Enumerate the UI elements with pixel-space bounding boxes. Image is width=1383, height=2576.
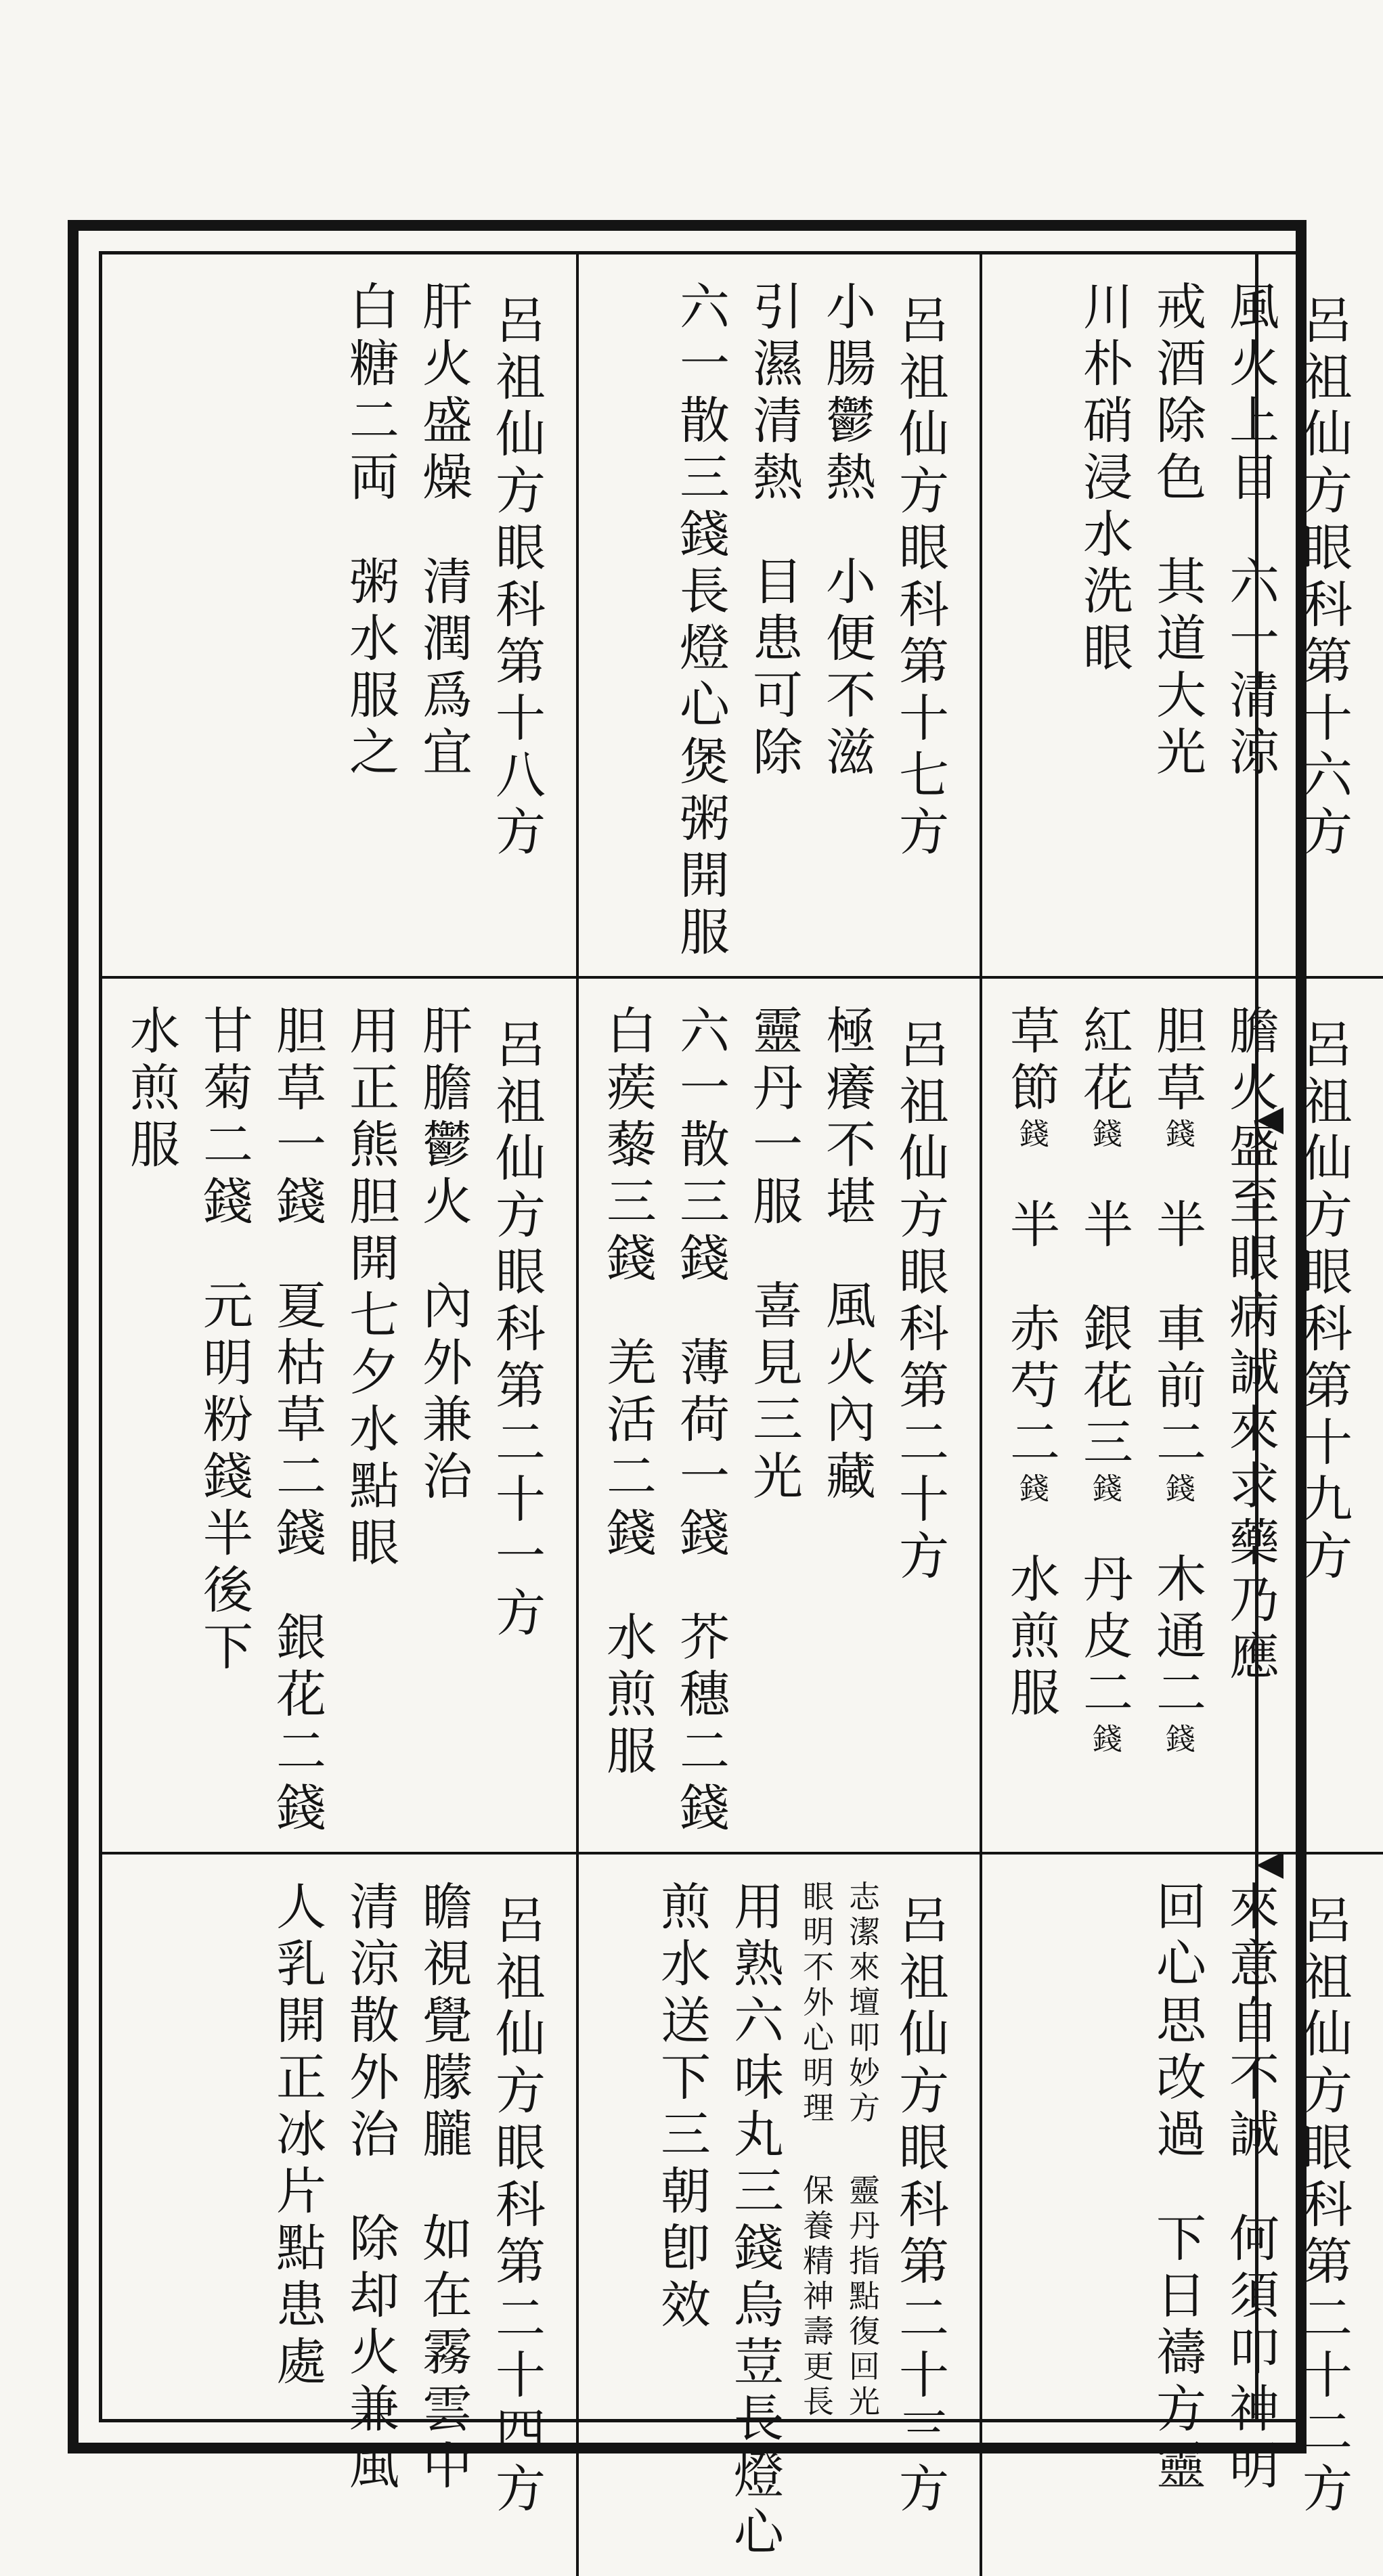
text-column <box>646 1880 714 2335</box>
text-segment: 膽火盛至眼病誠來求藥乃應 <box>1221 1004 1279 1687</box>
text-column <box>665 1004 733 1838</box>
text-segment: 喜見三光 <box>745 1279 803 1507</box>
page-frame <box>68 220 1353 2562</box>
text-segment: 元明粉錢半後下 <box>195 1279 253 1677</box>
text-segment: 夏枯草二錢 <box>268 1279 326 1563</box>
text-segment: 如在霧雲中 <box>414 2212 473 2496</box>
text-segment: 薄荷一錢 <box>672 1336 730 1563</box>
prescription-grid <box>102 254 1353 2562</box>
unit-annotation: 錢 <box>1160 1118 1195 1151</box>
text-segment: 白蒺藜三錢 <box>598 1004 657 1289</box>
unit-annotation: 錢 <box>1160 1473 1195 1505</box>
text-column <box>1069 1004 1137 1756</box>
text-segment: 風火內藏 <box>818 1279 876 1507</box>
inner-frame <box>99 251 1353 2562</box>
text-column <box>793 1880 833 2420</box>
text-segment: 回心思改過 <box>1148 1880 1206 2164</box>
text-segment: 戒酒除色 <box>1148 280 1206 508</box>
prescription-title: 呂祖仙方眼科第十六方 <box>1294 294 1353 862</box>
prescription-cell <box>579 1855 982 2576</box>
text-column <box>996 1004 1063 1723</box>
text-segment: 水煎服 <box>122 1004 180 1175</box>
prescription-cell <box>579 979 982 1855</box>
text-segment: 下日禱方靈 <box>1148 2212 1206 2496</box>
unit-annotation: 錢 <box>1014 1473 1049 1505</box>
prescription-cell <box>102 979 579 1855</box>
unit-annotation: 錢 <box>1160 1723 1195 1756</box>
text-segment: 人乳開正冰片點患處 <box>268 1880 326 2392</box>
text-segment: 白糖二両 <box>341 280 399 508</box>
text-segment: 小腸鬱熱 <box>818 280 876 508</box>
prescription-title: 呂祖仙方眼科第十八方 <box>487 294 546 862</box>
prescription-cell <box>102 1855 579 2576</box>
unit-annotation: 錢 <box>1087 1118 1122 1151</box>
text-column <box>1142 1004 1210 1756</box>
text-segment: 銀花三 <box>1075 1302 1133 1473</box>
text-segment: 靈丹指點復回光 <box>844 2174 881 2420</box>
text-column <box>262 1880 330 2392</box>
text-column <box>262 1004 330 1838</box>
unit-annotation: 錢 <box>1014 1118 1049 1151</box>
text-segment: 除却火兼風 <box>341 2212 399 2496</box>
text-segment: 肝膽鬱火 <box>414 1004 473 1232</box>
text-column <box>812 1004 879 1507</box>
text-segment: 車前二 <box>1148 1302 1206 1473</box>
text-segment: 甘菊二錢 <box>195 1004 253 1232</box>
text-segment: 半 <box>1075 1198 1133 1255</box>
text-column <box>1069 280 1137 678</box>
text-column <box>116 1004 183 1175</box>
text-segment: 水煎服 <box>598 1611 657 1781</box>
text-column <box>839 1880 879 2420</box>
text-segment: 川朴硝浸水洗眼 <box>1075 280 1133 678</box>
prescription-cell <box>102 254 579 979</box>
text-segment: 粥水服之 <box>341 555 399 782</box>
text-segment: 保養精神壽更長 <box>798 2174 835 2420</box>
text-segment: 紅花 <box>1075 1004 1133 1118</box>
text-segment: 水煎服 <box>1002 1553 1060 1723</box>
text-segment: 六一清涼 <box>1221 555 1279 782</box>
text-segment: 何須叩神明 <box>1221 2212 1279 2496</box>
text-segment: 內外兼治 <box>414 1279 473 1507</box>
text-column <box>592 1004 660 1781</box>
text-segment: 煎水送下三朝卽效 <box>653 1880 711 2335</box>
text-segment: 靈丹一服 <box>745 1004 803 1232</box>
text-column <box>812 280 879 782</box>
text-segment: 銀花二錢 <box>268 1611 326 1838</box>
prescription-cell <box>982 1855 1383 2576</box>
text-segment: 清潤爲宜 <box>414 555 473 782</box>
text-segment: 清涼散外治 <box>341 1880 399 2164</box>
text-segment: 六一散三錢 <box>672 1004 730 1289</box>
text-segment: 芥穗二錢 <box>672 1611 730 1838</box>
prescription-title: 呂祖仙方眼科第十九方 <box>1294 1018 1353 1586</box>
text-segment: 志潔來壇叩妙方 <box>844 1880 881 2127</box>
text-segment: 極癢不堪 <box>818 1004 876 1232</box>
prescription-cell <box>982 979 1383 1855</box>
text-segment: 引濕清熱 <box>745 280 803 508</box>
prescription-title: 呂祖仙方眼科第二十一方 <box>487 1018 546 1643</box>
text-segment: 來意自不誠 <box>1221 1880 1279 2164</box>
text-segment: 風火上目 <box>1221 280 1279 508</box>
text-column <box>1142 1880 1210 2496</box>
text-column <box>739 280 806 782</box>
unit-annotation: 錢 <box>1087 1473 1122 1505</box>
text-column <box>335 280 403 782</box>
prescription-title: 呂祖仙方眼科第十七方 <box>891 294 949 862</box>
text-segment: 赤芍二 <box>1002 1302 1060 1473</box>
unit-annotation: 錢 <box>1087 1723 1122 1756</box>
text-segment: 半 <box>1148 1198 1206 1255</box>
prescription-title: 呂祖仙方眼科第二十方 <box>891 1018 949 1586</box>
text-segment: 丹皮二 <box>1075 1553 1133 1723</box>
text-column <box>665 280 733 962</box>
text-column <box>1215 280 1283 782</box>
text-column <box>408 280 476 782</box>
text-segment: 半 <box>1002 1198 1060 1255</box>
text-segment: 胆草 <box>1148 1004 1206 1118</box>
text-segment: 胆草一錢 <box>268 1004 326 1232</box>
text-column <box>1142 280 1210 782</box>
text-column <box>189 1004 257 1677</box>
text-segment: 眼明不外心明理 <box>798 1880 835 2127</box>
text-segment: 瞻視覺朦朧 <box>414 1880 473 2164</box>
prescription-cell <box>982 254 1383 979</box>
text-segment: 六一散三錢長燈心煲粥開服 <box>672 280 730 962</box>
text-column <box>1215 1004 1283 1687</box>
text-segment: 肝火盛燥 <box>414 280 473 508</box>
text-segment: 其道大光 <box>1148 555 1206 782</box>
text-column <box>739 1004 806 1507</box>
text-column <box>408 1004 476 1507</box>
text-segment: 用熟六味丸三錢烏荳長燈心 <box>726 1880 784 2562</box>
prescription-cell <box>579 254 982 979</box>
text-column <box>335 1004 403 1573</box>
text-segment: 羌活二錢 <box>598 1336 657 1563</box>
prescription-title: 呂祖仙方眼科第二十四方 <box>487 1894 546 2519</box>
text-segment: 草節 <box>1002 1004 1060 1118</box>
prescription-title: 呂祖仙方眼科第二十三方 <box>891 1894 949 2519</box>
text-segment: 用正熊胆開七夕水點眼 <box>341 1004 399 1573</box>
text-column <box>720 1880 787 2562</box>
text-column <box>335 1880 403 2496</box>
text-segment: 木通二 <box>1148 1553 1206 1723</box>
text-segment: 目患可除 <box>745 555 803 782</box>
text-segment: 小便不滋 <box>818 555 876 782</box>
text-column <box>1215 1880 1283 2496</box>
text-column <box>408 1880 476 2496</box>
prescription-title: 呂祖仙方眼科第二十二方 <box>1294 1894 1353 2519</box>
